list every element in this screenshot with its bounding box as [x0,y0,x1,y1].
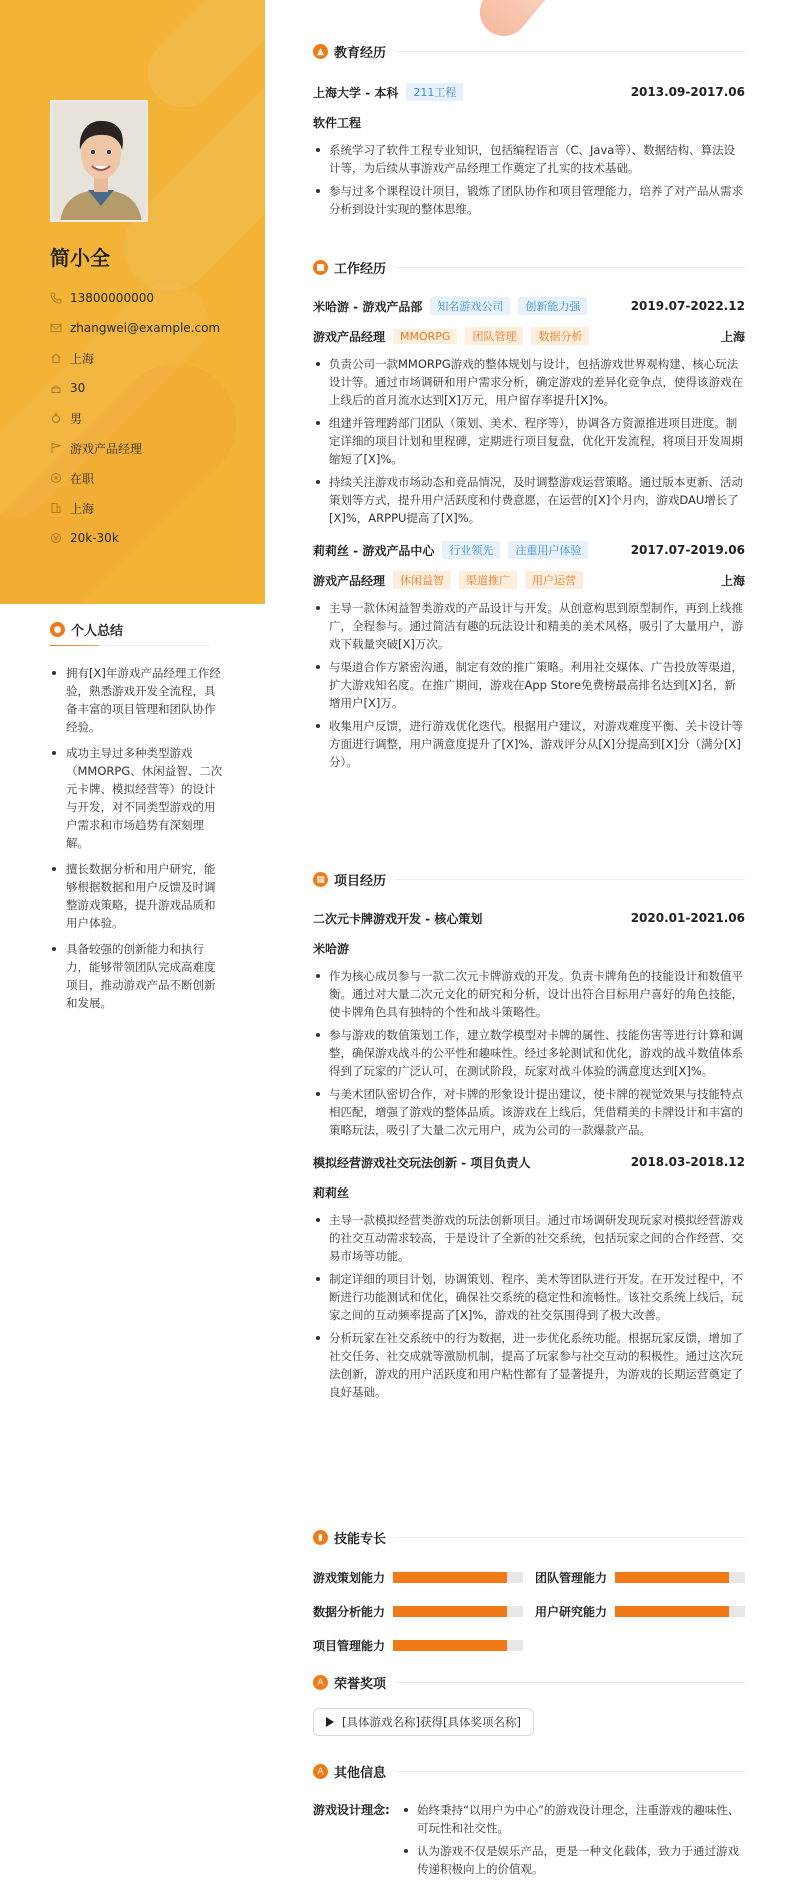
contact-status-text: 在职 [70,471,95,486]
work-header [313,258,745,277]
skill-row [313,1569,523,1586]
info-icon: A [313,1764,328,1779]
summary-item: 拥有[X]年游戏产品经理工作经验，熟悉游戏开发全流程，具备丰富的项目管理和团队协作经验。 [50,664,225,736]
role-tag: 团队管理 [465,327,523,345]
graduation-cap-icon: ▲ [313,44,328,59]
education-date: 2013.09-2017.06 [630,85,745,99]
projects-header [313,870,745,889]
role-tag: 用户运营 [525,571,583,589]
contact-home [50,343,220,373]
education-item: 参与过多个课程设计项目，锻炼了团队协作和项目管理能力，培养了对产品从需求分析到设计实现的整体思维。 [313,182,745,218]
skill-row [313,1603,523,1620]
project-entry [313,1153,745,1401]
skill-name: 团队管理能力 [535,1571,608,1585]
job-date: 2019.07-2022.12 [630,299,745,313]
summary-underline [50,645,210,646]
skill-track [615,1572,745,1583]
skill-track [393,1640,523,1651]
skill-track [393,1572,523,1583]
contact-email [50,313,220,343]
job-item: 主导一款休闲益智类游戏的产品设计与开发。从创意构思到原型制作，再到上线推广，全程参与。通过简洁有趣的玩法设计和精美的美术风格，吸引了大量用户，游戏下载量突破[X]万次。 [313,599,745,653]
email-icon [50,322,62,334]
person-icon: ● [50,622,65,637]
contact-salary [50,523,220,553]
skills-header [313,1528,745,1547]
project-bullets [313,967,745,1139]
skill-name: 用户研究能力 [535,1605,608,1619]
skill-row [535,1569,745,1586]
job-company-row [313,541,745,559]
project-date: 2018.03-2018.12 [630,1155,745,1169]
role-tag: 渠道推广 [459,571,517,589]
divider [396,1537,745,1538]
other-item: 始终秉持“以用户为中心”的游戏设计理念，注重游戏的趣味性、可玩性和社交性。 [401,1801,745,1837]
role-tag: 休闲益智 [393,571,451,589]
contact-position-text: 游戏产品经理 [70,441,143,456]
money-icon [50,532,62,544]
job-company: 莉莉丝 - 游戏产品中心 [313,543,435,558]
education-major-row [313,113,745,131]
project-entry [313,909,745,1139]
project-org-row [313,939,745,957]
job-item: 与渠道合作方紧密沟通，制定有效的推广策略。利用社交媒体、广告投放等渠道，扩大游戏知名度。在推广期间，游戏在App Store免费榜最高排名达到[X]名，新增用户[X]万。 [313,658,745,712]
home-icon [50,352,62,364]
other-label: 游戏设计理念: [313,1803,390,1817]
divider [396,51,745,52]
job-location: 上海 [720,573,745,588]
chart-icon: ▮ [313,1530,328,1545]
role-tag: 数据分析 [531,327,589,345]
contact-gender [50,403,220,433]
education-title: 教育经历 [334,46,387,61]
award-item [313,1708,534,1736]
education-bullets [313,141,745,218]
job-bullets [313,355,745,527]
education-section [313,42,745,223]
contact-email-text: zhangwei@example.com [70,321,221,335]
skill-fill [393,1640,507,1651]
summary-item: 成功主导过多种类型游戏（MMORPG、休闲益智、二次元卡牌、模拟经营等）的设计与开发，对不同类型游戏的用户需求和市场趋势有深刻理解。 [50,744,225,852]
company-tag: 创新能力强 [518,297,587,315]
job-date: 2017.07-2019.06 [630,543,745,557]
skills-title: 技能专长 [334,1532,387,1547]
decor-stripe [133,0,265,122]
job-item: 负责公司一款MMORPG游戏的整体规划与设计，包括游戏世界观构建、核心玩法设计等。通过市场调研和用户需求分析，确定游戏的差异化竞争点，使得该游戏在上线后的首月流水达到[X]万元，用户留存率提升[X]%。 [313,355,745,409]
summary-item: 擅长数据分析和用户研究，能够根据数据和用户反馈及时调整游戏策略，提升游戏品质和用户体验。 [50,860,225,932]
divider [396,1771,745,1772]
divider [396,879,745,880]
project-org-row [313,1183,745,1201]
decor-pill [470,0,616,46]
education-header [313,42,745,61]
projects-section [313,870,745,1406]
job-item: 持续关注游戏市场动态和竞品情况，及时调整游戏运营策略。通过版本更新、活动策划等方式，提升用户活跃度和付费意愿，在运营的[X]个月内，游戏DAU增长了[X]%，ARPPU提高了[X]%。 [313,473,745,527]
skill-name: 数据分析能力 [313,1605,386,1619]
other-header [313,1762,745,1781]
avatar [50,100,148,222]
role-tag: MMORPG [393,329,457,344]
project-name: 模拟经营游戏社交玩法创新 - 项目负责人 [313,1155,531,1170]
contact-gender-text: 男 [70,411,83,426]
project-name-row [313,1153,745,1171]
summary-list [50,664,225,1012]
contact-age [50,373,220,403]
job-company: 米哈游 - 游戏产品部 [313,299,423,314]
contact-phone-text: 13800000000 [70,291,154,305]
work-title: 工作经历 [334,262,387,277]
contact-status [50,463,220,493]
gender-icon [50,412,62,424]
phone-icon [50,292,62,304]
skill-name: 项目管理能力 [313,1639,386,1653]
job-role: 游戏产品经理 [313,329,386,344]
skill-row [313,1637,523,1654]
company-tag: 行业领先 [442,541,500,559]
education-entry-head [313,83,745,101]
divider [396,267,745,268]
grid-icon: ▦ [313,872,328,887]
other-section [313,1762,745,1883]
building-icon [50,502,62,514]
project-name-row [313,909,745,927]
project-item: 与美术团队密切合作，对卡牌的形象设计提出建议，使卡牌的视觉效果与技能特点相匹配，增强了游戏的整体品质。该游戏在上线后，凭借精美的卡牌设计和丰富的策略玩法，吸引了大量二次元用户，成为公司的一款爆款产品。 [313,1085,745,1139]
contact-city-text: 上海 [70,501,95,516]
flag-icon [50,442,62,454]
cake-icon [50,382,62,394]
awards-title: 荣誉奖项 [334,1677,387,1692]
skill-fill [393,1572,507,1583]
project-item: 主导一款模拟经营类游戏的玩法创新项目。通过市场调研发现玩家对模拟经营游戏的社交互动需求较高，于是设计了全新的社交系统，包括玩家之间的合作经营、交易市场等功能。 [313,1211,745,1265]
job-company-row [313,297,745,315]
job-entry [313,541,745,771]
company-tag: 知名游戏公司 [430,297,510,315]
divider [396,1682,745,1683]
job-location: 上海 [720,329,745,344]
project-item: 制定详细的项目计划，协调策划、程序、美术等团队进行开发。在开发过程中，不断进行功能测试和优化，确保社交系统的稳定性和流畅性。该社交系统上线后，玩家之间的互动频率提高了[X]%，游戏的社交氛围得到了极大改善。 [313,1270,745,1324]
awards-header [313,1673,745,1692]
profile-panel [0,0,265,604]
company-tag: 注重用户体验 [508,541,588,559]
summary-section [50,620,225,1020]
summary-item: 具备较强的创新能力和执行力，能够带领团队完成高难度项目，推动游戏产品不断创新和发展。 [50,940,225,1012]
contact-city [50,493,220,523]
project-bullets [313,1211,745,1401]
skill-name: 游戏策划能力 [313,1571,386,1585]
education-item: 系统学习了软件工程专业知识，包括编程语言（C、Java等）、数据结构、算法设计等，为后续从事游戏产品经理工作奠定了扎实的技术基础。 [313,141,745,177]
skill-row [535,1603,745,1620]
contact-phone [50,283,220,313]
award-text: [具体游戏名称]获得[具体奖项名称] [342,1715,521,1729]
awards-section [313,1673,745,1736]
skill-track [615,1606,745,1617]
skill-track [393,1606,523,1617]
job-bullets [313,599,745,771]
job-entry [313,297,745,527]
contact-home-text: 上海 [70,351,95,366]
status-icon [50,472,62,484]
award-icon: A [313,1675,328,1690]
job-item: 组建并管理跨部门团队（策划、美术、程序等），协调各方资源推进项目进度。制定详细的项目计划和里程碑，定期进行项目复盘，优化开发流程，将项目开发周期缩短了[X]%。 [313,414,745,468]
play-icon [326,1717,334,1727]
summary-header [50,620,225,639]
projects-title: 项目经历 [334,874,387,889]
profile-name: 简小全 [50,246,110,270]
other-item: 认为游戏不仅是娱乐产品，更是一种文化载体，致力于通过游戏传递积极向上的价值观。 [401,1842,745,1878]
sidebar [0,0,265,1896]
summary-title: 个人总结 [71,624,124,639]
other-title: 其他信息 [334,1766,387,1781]
skill-fill [393,1606,507,1617]
work-section [313,258,745,776]
contact-age-text: 30 [70,381,86,395]
project-item: 作为核心成员参与一款二次元卡牌游戏的开发。负责卡牌角色的技能设计和数值平衡。通过对大量二次元文化的研究和分析，设计出符合目标用户喜好的角色技能，使卡牌角色具有独特的个性和战斗策略性。 [313,967,745,1021]
project-name: 二次元卡牌游戏开发 - 核心策划 [313,911,483,926]
job-item: 收集用户反馈，进行游戏优化迭代。根据用户建议，对游戏难度平衡、关卡设计等方面进行调整，用户满意度提升了[X]%，游戏评分从[X]分提高到[X]分（满分[X]分）。 [313,717,745,771]
other-bullets [401,1801,745,1883]
job-role-row [313,571,745,589]
contact-list [50,283,220,553]
contact-salary-text: 20k-30k [70,531,119,545]
project-org: 莉莉丝 [313,1185,350,1200]
school-tag: 211工程 [406,83,463,101]
other-row [313,1801,745,1883]
education-major: 软件工程 [313,115,362,130]
school-name: 上海大学 - 本科 [313,85,399,100]
avatar-photo [52,102,148,222]
project-org: 米哈游 [313,941,350,956]
skills-grid [313,1547,745,1653]
project-date: 2020.01-2021.06 [630,911,745,925]
project-item: 分析玩家在社交系统中的行为数据，进一步优化系统功能。根据玩家反馈，增加了社交任务、社交成就等激励机制，提高了玩家参与社交互动的积极性。通过这次玩法创新，游戏的用户活跃度和用户粘性都有了显著提升，为游戏的长期运营奠定了良好基础。 [313,1329,745,1401]
project-item: 参与游戏的数值策划工作，建立数学模型对卡牌的属性、技能伤害等进行计算和调整，确保游戏战斗的公平性和趣味性。经过多轮测试和优化，游戏的战斗数值体系得到了玩家的广泛认可，在测试阶段，玩家对战斗体验的满意度达到[X]%。 [313,1026,745,1080]
skill-fill [615,1572,729,1583]
contact-position [50,433,220,463]
briefcase-icon: ■ [313,260,328,275]
job-role: 游戏产品经理 [313,573,386,588]
skills-section [313,1528,745,1653]
skill-fill [615,1606,729,1617]
job-role-row [313,327,745,345]
